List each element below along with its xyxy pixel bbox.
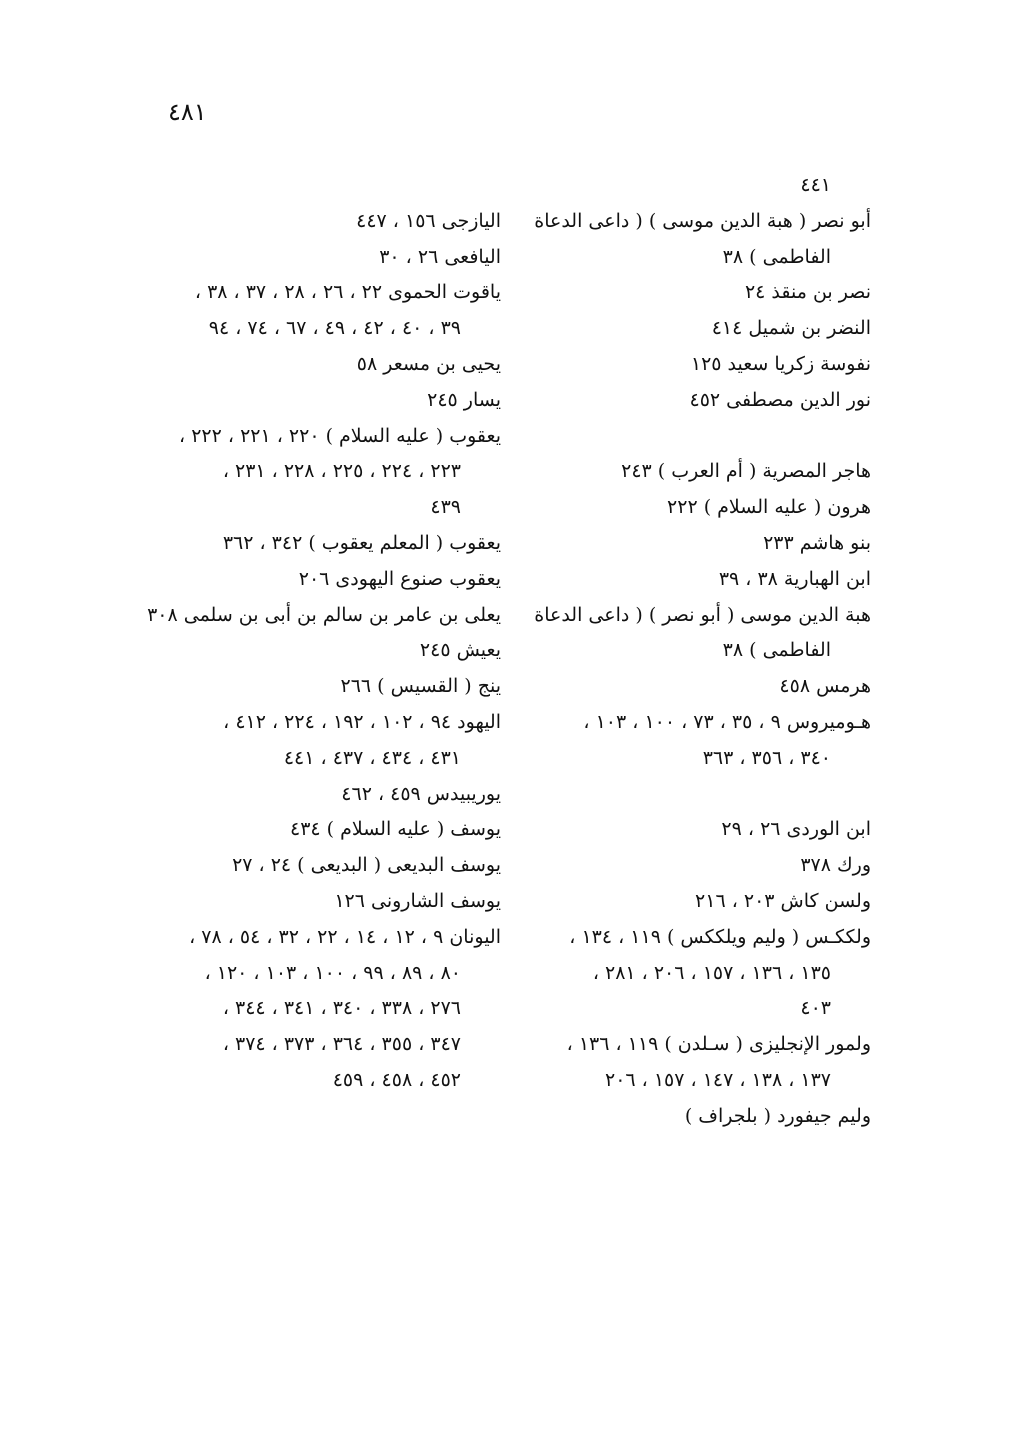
index-entry: اليازجى ١٥٦ ، ٤٤٧	[356, 209, 501, 232]
index-entry: بنو هاشم ٢٣٣	[763, 531, 871, 554]
index-entry: نور الدين مصطفى ٤٥٢	[689, 388, 871, 411]
index-entry: ولككـس ( وليم ويلككس ) ١١٩ ، ١٣٤ ،	[569, 925, 871, 948]
index-entry: ٨٠ ، ٨٩ ، ٩٩ ، ١٠٠ ، ١٠٣ ، ١٢٠ ،	[204, 961, 461, 984]
index-entry: هرمس ٤٥٨	[779, 675, 871, 698]
page-number: ٤٨١	[168, 98, 207, 126]
index-entry: وليم جيفورد ( بلجراف )	[684, 1104, 871, 1127]
index-entry: ١٣٧ ، ١٣٨ ، ١٤٧ ، ١٥٧ ، ٢٠٦	[605, 1068, 831, 1091]
index-entry: ٣٤٧ ، ٣٥٥ ، ٣٦٤ ، ٣٧٣ ، ٣٧٤ ،	[222, 1033, 461, 1056]
index-entry: أبو نصر ( هبة الدين موسى ) ( داعى الدعاة	[534, 209, 871, 232]
index-entry: ٣٤٠ ، ٣٥٦ ، ٣٦٣	[702, 746, 831, 769]
index-entry: نفوسة زكريا سعيد ١٢٥	[690, 352, 871, 375]
index-entry: ١٣٥ ، ١٣٦ ، ١٥٧ ، ٢٠٦ ، ٢٨١ ،	[592, 961, 831, 984]
index-entry: ٤٣١ ، ٤٣٤ ، ٤٣٧ ، ٤٤١	[283, 746, 461, 769]
index-entry: اليافعى ٢٦ ، ٣٠	[379, 245, 501, 268]
index-entry: يوريبيدس ٤٥٩ ، ٤٦٢	[341, 782, 501, 805]
index-entry: ولسن كاش ٢٠٣ ، ٢١٦	[695, 889, 871, 912]
index-entry: هرون ( عليه السلام ) ٢٢٢	[667, 496, 871, 519]
index-entry: الفاطمى ) ٣٨	[722, 639, 831, 662]
index-entry	[511, 777, 871, 813]
index-entry: ٤٤١	[800, 174, 831, 196]
index-entry: ابن الوردى ٢٦ ، ٢٩	[721, 818, 871, 841]
index-entry: يعيش ٢٤٥	[419, 639, 501, 662]
index-entry: الفاطمى ) ٣٨	[722, 245, 831, 268]
index-entry: ٢٧٦ ، ٣٣٨ ، ٣٤٠ ، ٣٤١ ، ٣٤٤ ،	[222, 997, 461, 1020]
index-entry: ياقوت الحموى ٢٢ ، ٢٦ ، ٢٨ ، ٣٧ ، ٣٨ ،	[194, 281, 501, 304]
index-entry: ٣٩ ، ٤٠ ، ٤٢ ، ٤٩ ، ٦٧ ، ٧٤ ، ٩٤	[208, 317, 461, 340]
index-entry: ٤٠٣	[800, 997, 831, 1020]
index-column-right	[511, 168, 871, 1135]
index-entry: ٤٥٢ ، ٤٥٨ ، ٤٥٩	[332, 1068, 461, 1091]
index-entry: هبة الدين موسى ( أبو نصر ) ( داعى الدعاة	[534, 603, 871, 626]
index-entry: ينج ( القسيس ) ٢٦٦	[340, 675, 501, 698]
index-entry: يعقوب صنوع اليهودى ٢٠٦	[298, 567, 501, 590]
index-entry: يوسف الشارونى ١٢٦	[334, 889, 501, 912]
index-entry: ابن الهبارية ٣٨ ، ٣٩	[718, 567, 871, 590]
index-entry: يعلى بن عامر بن سالم بن أبى بن سلمى ٣٠٨	[147, 603, 501, 626]
index-entry: ٢٢٣ ، ٢٢٤ ، ٢٢٥ ، ٢٢٨ ، ٢٣١ ،	[222, 460, 461, 483]
index-entry: يحيى بن مسعر ٥٨	[356, 352, 501, 375]
index-entry: هاجر المصرية ( أم العرب ) ٢٤٣	[621, 460, 871, 483]
index-entry: ورك ٣٧٨	[800, 854, 871, 877]
index-entry: يعقوب ( عليه السلام ) ٢٢٠ ، ٢٢١ ، ٢٢٢ ،	[179, 424, 501, 447]
index-entry: نصر بن منقذ ٢٤	[744, 281, 871, 304]
index-entry	[131, 168, 501, 204]
index-entry: يوسف البديعى ( البديعى ) ٢٤ ، ٢٧	[232, 854, 501, 877]
index-entry: النضر بن شميل ٤١٤	[711, 317, 871, 340]
index-entry: يوسف ( عليه السلام ) ٤٣٤	[289, 818, 501, 841]
index-entry: ولمور الإنجليزى ( سـلدن ) ١١٩ ، ١٣٦ ،	[566, 1033, 871, 1056]
index-entry: يعقوب ( المعلم يعقوب ) ٣٤٢ ، ٣٦٢	[222, 531, 501, 554]
index-column-left	[131, 168, 501, 1099]
index-entry: اليهود ٩٤ ، ١٠٢ ، ١٩٢ ، ٢٢٤ ، ٤١٢ ،	[223, 710, 501, 733]
index-entry: اليونان ٩ ، ١٢ ، ١٤ ، ٢٢ ، ٣٢ ، ٥٤ ، ٧٨ ،	[189, 925, 501, 948]
index-entry: ٤٣٩	[430, 496, 461, 519]
index-entry: هـوميروس ٩ ، ٣٥ ، ٧٣ ، ١٠٠ ، ١٠٣ ،	[583, 710, 871, 733]
index-entry	[511, 419, 871, 455]
index-entry: يسار ٢٤٥	[427, 388, 501, 411]
